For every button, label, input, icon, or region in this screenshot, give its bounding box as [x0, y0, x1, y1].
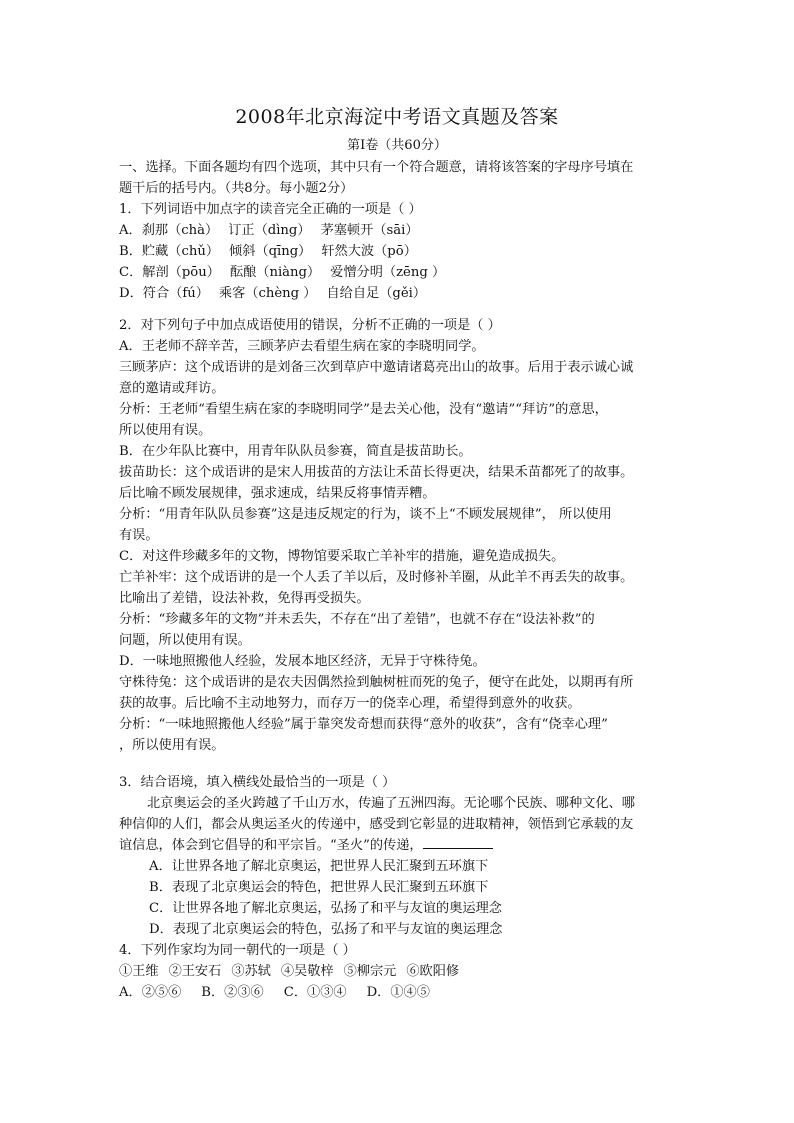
question-2-line: 有误。 — [119, 528, 159, 543]
question-2-line: 三顾茅庐：这个成语讲的是刘备三次到草庐中邀请诸葛亮出山的故事。后用于表示诚心诚 — [119, 360, 634, 375]
question-1-option-c: C．解剖（pōu） 酝酿（niàng） 爱憎分明（zēng ） — [119, 265, 446, 280]
question-2-line: 比喻出了差错，设法补救，免得再受损失。 — [119, 591, 370, 606]
question-4-authors: ①王维 ②王安石 ③苏轼 ④吴敬梓 ⑤柳宗元 ⑥欧阳修 — [119, 964, 460, 979]
question-2-line: 亡羊补牢：这个成语讲的是一个人丢了羊以后，及时修补羊圈，从此羊不再丢失的故事。 — [119, 570, 634, 585]
question-3-option-b: B．表现了北京奥运会的特色，把世界人民汇聚到五环旗下 — [149, 880, 489, 895]
question-2-line: D．一味地照搬他人经验，发展本地区经济，无异于守株待兔。 — [119, 654, 486, 669]
question-3-passage-line: 谊信息，体会到它倡导的和平宗旨。“圣火”的传递， — [119, 835, 679, 856]
question-1-option-a: A．刹那（chà） 订正（dìng） 茅塞顿开（sāi） — [119, 223, 419, 238]
question-2-line: ，所以使用有误。 — [119, 738, 225, 753]
question-3-option-d: D．表现了北京奥运会的特色，弘扬了和平与友谊的奥运理念 — [149, 922, 503, 937]
question-2-line: 分析：“一味地照搬他人经验”属于靠突发奇想而获得“意外的收获”，含有“侥幸心理” — [119, 717, 608, 732]
paper-section-heading: 第Ⅰ卷（共60分） — [347, 138, 447, 153]
question-1-stem: 1．下列词语中加点字的读音完全正确的一项是（ ） — [119, 202, 422, 217]
section-instruction-line: 题干后的括号内。（共8分。每小题2分） — [119, 181, 354, 196]
question-2-line: 2．对下列句子中加点成语使用的错误，分析不正确的一项是（ ） — [119, 318, 501, 333]
question-1-option-d: D．符合（fú） 乘客（chèng ） 自给自足（gěi） — [119, 286, 427, 301]
question-3-stem: 3．结合语境，填入横线处最恰当的一项是（ ） — [119, 775, 396, 790]
question-2-line: A．王老师不辞辛苦，三顾茅庐去看望生病在家的李晓明同学。 — [119, 339, 485, 354]
question-2-line: 意的邀请或拜访。 — [119, 381, 225, 396]
question-3-option-a: A．让世界各地了解北京奥运，把世界人民汇聚到五环旗下 — [149, 859, 489, 874]
question-3-passage-line: 种信仰的人们，都会从奥运圣火的传递中，感受到它彰显的进取精神，领悟到它承载的友 — [119, 817, 634, 832]
question-2-line: 获的故事。后比喻不主动地努力，而存万一的侥幸心理，希望得到意外的收获。 — [119, 696, 581, 711]
exam-content — [119, 157, 679, 1003]
question-1-option-b: B．贮藏（chǔ） 倾斜（qīng） 轩然大波（pō） — [119, 244, 417, 259]
page-title: 2008年北京海淀中考语文真题及答案 — [235, 106, 559, 128]
question-2-line: 后比喻不顾发展规律，强求速成，结果反将事情弄糟。 — [119, 486, 436, 501]
question-2-line: 分析：“珍藏多年的文物”并未丢失，不存在“出了差错”，也就不存在“设法补救”的 — [119, 612, 595, 627]
question-2-line: 分析：王老师“看望生病在家的李晓明同学”是去关心他，没有“邀请”“拜访”的意思， — [119, 402, 608, 417]
question-3-option-c: C．让世界各地了解北京奥运，弘扬了和平与友谊的奥运理念 — [149, 901, 502, 916]
question-2-line: 拔苗助长：这个成语讲的是宋人用拔苗的方法让禾苗长得更决，结果禾苗都死了的故事。 — [119, 465, 634, 480]
answer-blank — [423, 835, 493, 849]
question-2-line: C．对这件珍藏多年的文物，博物馆要采取亡羊补牢的措施，避免造成损失。 — [119, 549, 565, 564]
question-2-line: 所以使用有误。 — [119, 423, 212, 438]
question-4-stem: 4．下列作家均为同一朝代的一项是（ ） — [119, 943, 356, 958]
question-2-line: B．在少年队比赛中，用青年队队员参赛，简直是拔苗助长。 — [119, 444, 472, 459]
question-4-answers: A．②⑤⑥ B．②③⑥ C．①③④ D．①④⑤ — [119, 985, 430, 1000]
section-instruction-line: 一、选择。下面各题均有四个选项，其中只有一个符合题意，请将该答案的字母序号填在 — [119, 160, 634, 175]
question-2-line: 分析：“用青年队队员参赛”这是违反规定的行为，谈不上“不顾发展规律”， 所以使用 — [119, 507, 612, 522]
question-2-line: 守株待兔：这个成语讲的是农夫因偶然捡到触树桩而死的兔子，便守在此处，以期再有所 — [119, 675, 634, 690]
question-2-line: 问题，所以使用有误。 — [119, 633, 251, 648]
question-3-passage-line: 北京奥运会的圣火跨越了千山万水，传遍了五洲四海。无论哪个民族、哪种文化、哪 — [147, 796, 635, 811]
